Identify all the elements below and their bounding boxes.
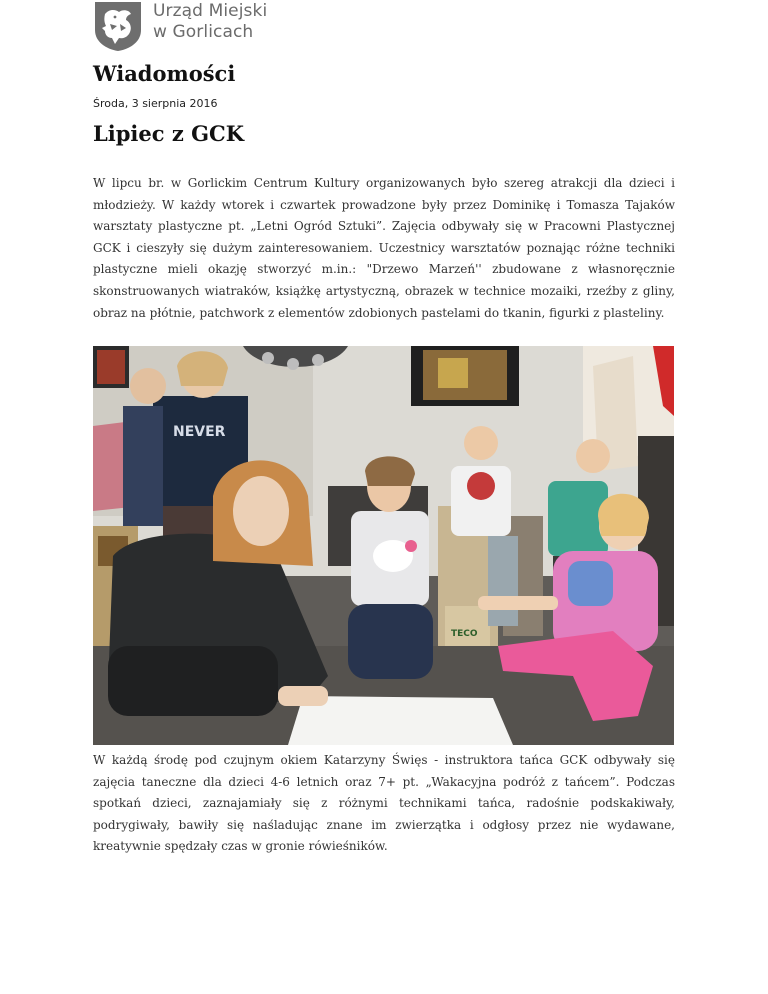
shirt-text: NEVER: [173, 424, 226, 440]
article-paragraph-2: W każdą środę pod czujnym okiem Katarzyny Święs - instruktora tańca GCK odbywały się zajęcia taneczne dla dzieci 4-6 letnich oraz 7+ pt. „Wakacyjna podróż z tańcem”. Podczas spotkań dzieci, zaznajamiały się z różnymi technikami tańca, radośnie podskakiwały, podrygiwały, bawiły się naśladując znane im zwierzątka i odgłosy przez nie wydawane, kreatywnie spędzały czas w gronie rówieśników.: [93, 753, 675, 854]
article-paragraph-1: W lipcu br. w Gorlickim Centrum Kultury organizowanych było szereg atrakcji dla dzieci i młodzieży. W każdy wtorek i czwartek prowadzone były przez Dominikę i Tomasza Tajaków warsztaty plastyczne pt. „Letni Ogród Sztuki”. Zajęcia odbywały się w Pracowni Plastycznej GCK i cieszyły się dużym zainteresowaniem. Uczestnicy warsztatów poznając różne techniki plastyczne mieli okazję stworzyć m.in.: "Drzewo Marzeń'' zbudowane z własnoręcznie skonstruowanych wiatraków, książkę artystyczną, obrazek w technice mozaiki, rzeźby z gliny, obraz na płótnie, patchwork z elementów zdobionych pastelami do tkanin, figurki z plasteliny.: [93, 176, 675, 320]
article-date: Środa, 3 sierpnia 2016: [93, 97, 218, 110]
section-title: Wiadomości: [93, 61, 236, 86]
article-title: Lipiec z GCK: [93, 121, 244, 146]
logo-line-1: Urząd Miejski: [153, 1, 268, 21]
workshop-photo: [93, 346, 674, 745]
logo-line-2: w Gorlicach: [153, 22, 254, 42]
site-logo[interactable]: [93, 0, 267, 56]
logo-text: [153, 1, 267, 43]
lion-crest-icon: [93, 0, 143, 52]
box-label: TECO: [451, 629, 478, 639]
article-photo: [93, 346, 674, 745]
